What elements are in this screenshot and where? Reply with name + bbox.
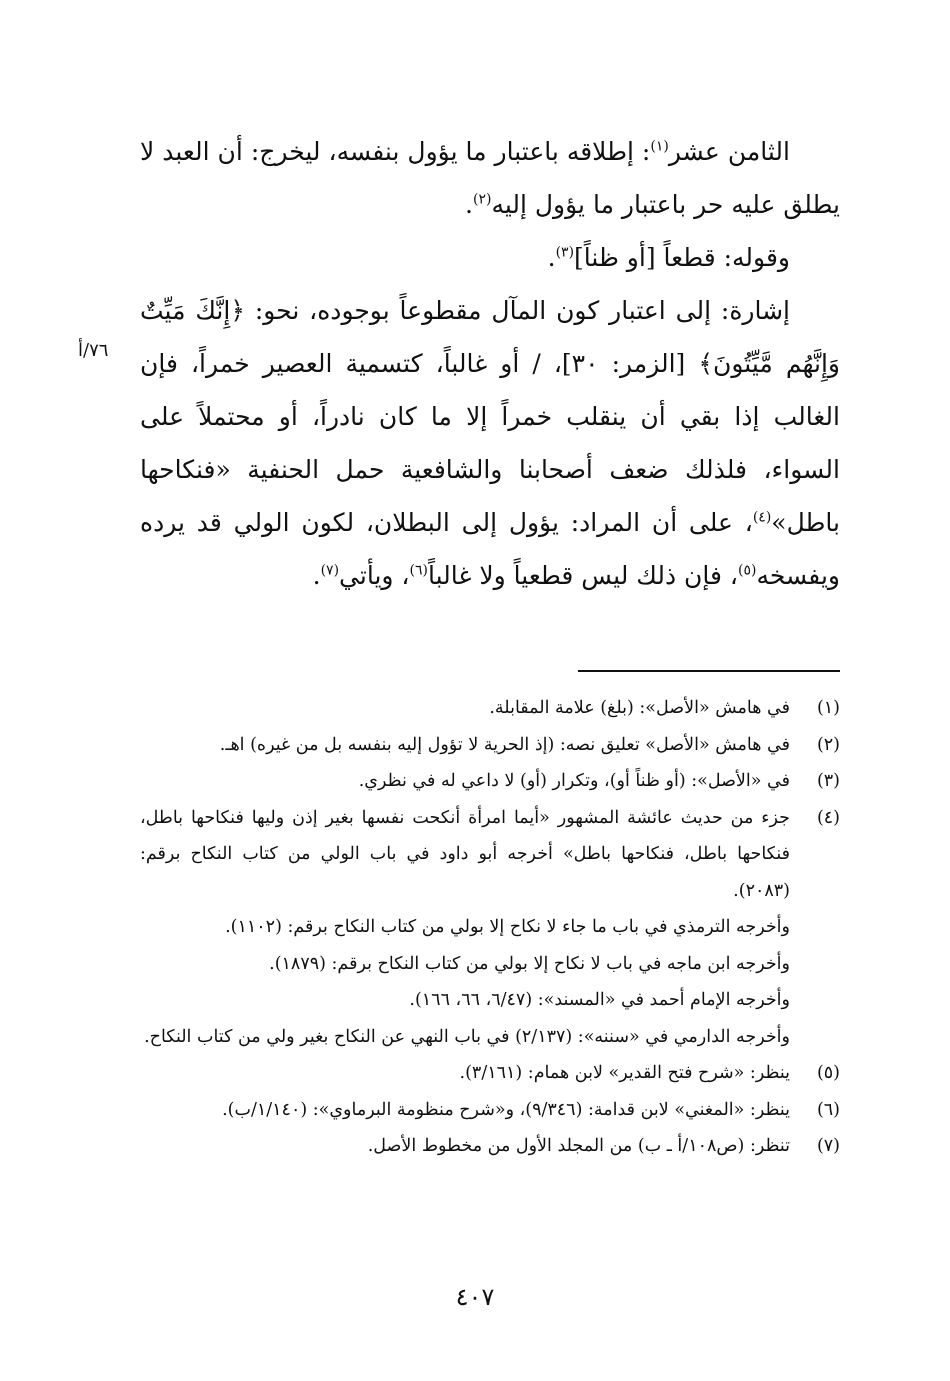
footnote-text: وأخرجه الترمذي في باب ما جاء لا نكاح إلا بولي من كتاب النكاح برقم: (١١٠٢).	[225, 917, 790, 937]
footnote-ref-4[interactable]: (٤)	[752, 509, 772, 526]
footnote-text: جزء من حديث عائشة المشهور «أيما امرأة أنكحت نفسها بغير إذن وليها فنكاحها باطل، فنكاحها باطل، فنكاحها باطل» أخرجه أبو داود في باب الولي من كتاب النكاح برقم: (٢٠٨٣).	[140, 807, 790, 901]
footnote-5	[140, 1055, 840, 1092]
paragraph-3	[140, 284, 840, 602]
text-span: .	[547, 243, 556, 272]
text-span: ، ويأتي	[339, 561, 410, 590]
footnote-ref-7[interactable]: (٧)	[320, 562, 340, 579]
text-span: ، على أن المراد: يؤول إلى البطلان، لكون الولي قد يرده ويفسخه	[140, 508, 840, 590]
footnote-4	[140, 800, 840, 1056]
footnote-1	[140, 690, 840, 727]
footnote-text: في هامش «الأصل» تعليق نصه: (إذ الحرية لا تؤول إليه بنفسه بل من غيره) اهـ.	[219, 734, 790, 755]
manuscript-folio-marker: ٧٦/أ	[78, 340, 109, 361]
footnote-7	[140, 1128, 840, 1165]
text-span: إشارة: إلى اعتبار كون المآل مقطوعاً بوجوده، نحو: ﴿إِنَّكَ مَيِّتٌ وَإِنَّهُم مَّيِّتُونَ﴾ [الزمر: ٣٠]، / أو غالباً، كتسمية العصير خمراً، فإن الغالب إذا بقي أن ينقلب خمراً إلا ما كان نادراً، أو محتملاً على السواء، فلذلك ضعف أصحابنا والشافعية حمل الحنفية «فنكاحها باطل»	[140, 296, 840, 537]
footnote-ref-6[interactable]: (٦)	[409, 562, 428, 579]
footnote-3	[140, 763, 840, 800]
text-span: ، فإن ذلك ليس قطعياً ولا غالباً	[427, 561, 738, 590]
footnote-number: (٥)	[816, 1063, 840, 1083]
footnote-ref-1[interactable]: (١)	[650, 138, 669, 155]
footnote-number: (٦)	[816, 1099, 840, 1120]
text-span: الثامن عشر	[668, 137, 790, 166]
footnote-number: (٣)	[816, 771, 840, 791]
text-span: .	[312, 561, 321, 590]
footnote-ref-3[interactable]: (٣)	[555, 244, 575, 261]
footnote-text: في هامش «الأصل»: (بلغ) علامة المقابلة.	[489, 698, 790, 718]
page-number: ٤٠٧	[455, 1283, 495, 1311]
footnote-number: (٤)	[816, 807, 840, 828]
footnote-ref-2[interactable]: (٢)	[472, 191, 492, 208]
paragraph-2	[140, 231, 840, 284]
footnote-text: ينظر: «المغني» لابن قدامة: (٩/٣٤٦)، و«شرح منظومة البرماوي»: (١/١٤٠/ب).	[222, 1099, 790, 1120]
footnote-text: وأخرجه ابن ماجه في باب لا نكاح إلا بولي من كتاب النكاح برقم: (١٨٧٩).	[269, 953, 790, 974]
footnote-ref-5[interactable]: (٥)	[738, 562, 757, 579]
footnote-6	[140, 1092, 840, 1129]
text-span: وقوله: قطعاً [أو ظناً]	[574, 243, 790, 272]
footnote-separator	[578, 670, 840, 672]
footnote-number: (١)	[816, 698, 840, 718]
main-text	[140, 125, 840, 602]
footnotes	[140, 690, 840, 1165]
footnote-2	[140, 727, 840, 764]
paragraph-1	[140, 125, 840, 231]
text-span: .	[465, 190, 473, 219]
footnote-text: وأخرجه الدارمي في «سننه»: (٢/١٣٧) في باب النهي عن النكاح بغير ولي من كتاب النكاح.	[144, 1026, 790, 1047]
footnote-text: ينظر: «شرح فتح القدير» لابن همام: (٣/١٦١).	[459, 1063, 790, 1083]
footnote-text: في «الأصل»: (أو ظناً أو)، وتكرار (أو) لا داعي له في نظري.	[358, 771, 790, 791]
text-span: : إطلاقه باعتبار ما يؤول بنفسه، ليخرج: أن العبد لا يطلق عليه حر باعتبار ما يؤول إليه	[140, 137, 840, 219]
footnote-number: (٢)	[816, 734, 840, 755]
footnote-text: تنظر: (ص١٠٨/أ ـ ب) من المجلد الأول من مخطوط الأصل.	[367, 1136, 790, 1156]
footnote-text: وأخرجه الإمام أحمد في «المسند»: (٦/٤٧، ٦٦، ١٦٦).	[409, 990, 790, 1010]
footnote-number: (٧)	[816, 1136, 840, 1156]
